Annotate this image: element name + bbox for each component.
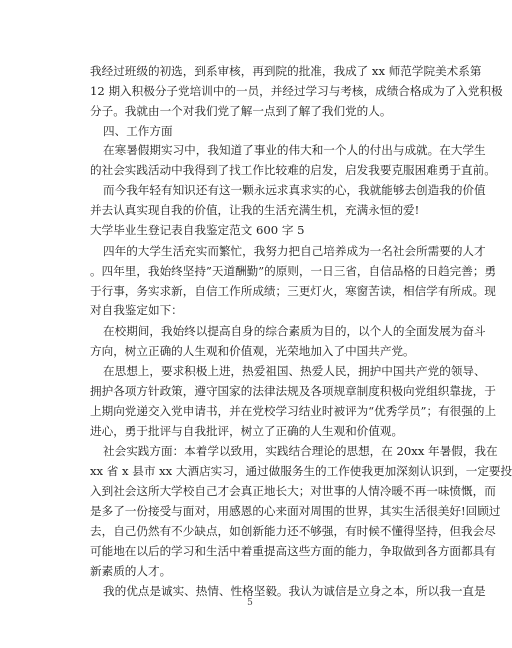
text-line: 我的优点是诚实、热情、性格坚毅。我认为诚信是立身之本，所以我一直是 [103,584,486,598]
text-line: 的社会实践活动中我得到了找工作比较难的启发，启发我要克服困难勇于直前。 [90,163,496,177]
text-line: 方向，树立正确的人生观和价值观，光荣地加入了中国共产党。 [90,344,415,358]
page-number: 5 [247,598,253,608]
text-line: xx 省 x 县市 xx 大酒店实习，通过做服务生的工作使我更加深刻认识到，一定要投 [90,464,512,478]
text-line: 四年的大学生活充实而繁忙，我努力把自己培养成为一名社会所需要的人才 [103,244,486,258]
text-line: 拥护各项方针政策，遵守国家的法律法规及各项规章制度积极向党组织靠拢，于 [90,384,496,398]
text-line: 于行事，务实求新，自信工作所成绩；三更灯火，寒窗苦读，相信学有所成。现 [90,284,496,298]
text-line: 上期向党递交入党申请书，并在党校学习结业时被评为“优秀学员”；有很强的上 [90,404,497,418]
text-line: 社会实践方面：本着学以致用，实践结合理论的思想，在 20xx 年暑假，我在 [103,444,498,458]
text-line: 分子。我就由一个对我们党了解一点到了解了我们党的人。 [90,104,392,118]
text-line: 可能地在以后的学习和生活中着重提高这些方面的能力，争取做到各方面都具有 [90,544,496,558]
text-line: 12 期入积极分子党培训中的一员，并经过学习与考核，成绩合格成为了入党积极 [90,84,503,98]
section-heading: 四、工作方面 [103,124,173,138]
text-line: 我经过班级的初选，到系审核，再到院的批准，我成了 xx 师范学院美术系第 [90,64,482,78]
text-line: 在校期间，我始终以提高自身的综合素质为目的，以个人的全面发展为奋斗 [103,324,486,338]
text-line: 而今我年轻有知识还有这一颗永远求真求实的心，我就能够去创造我的价值 [103,183,486,197]
text-line: 并去认真实现自我的价值，让我的生活充满生机，充满永恒的爱! [90,203,420,217]
text-line: 。四年里，我始终坚持”天道酬勤”的原则，一日三省，自信品格的日趋完善；勇 [90,264,497,278]
text-line: 入到社会这所大学校自己才会真正地长大；对世事的人情冷暖不再一味愤慨，而 [90,484,496,498]
text-line: 在寒暑假期实习中，我知道了事业的伟大和一个人的付出与成就。在大学生 [103,143,486,157]
text-line: 新素质的人才。 [90,564,172,578]
text-line: 进心，勇于批评与自我批评，树立了正确的人生观和价值观。 [90,424,404,438]
text-line: 去，自己仍然有不少缺点，如创新能力还不够强，有时候不懂得坚持，但我会尽 [90,524,496,538]
text-line: 是多了一份接受与面对，用感恩的心来面对周围的世界，其实生活很美好!回顾过 [90,504,501,518]
text-line: 在思想上，要求积极上进，热爱祖国、热爱人民，拥护中国共产党的领导、 [103,364,486,378]
document-subtitle: 大学毕业生登记表自我鉴定范文 600 字 5 [90,223,305,237]
text-line: 对自我鉴定如下： [90,303,183,317]
